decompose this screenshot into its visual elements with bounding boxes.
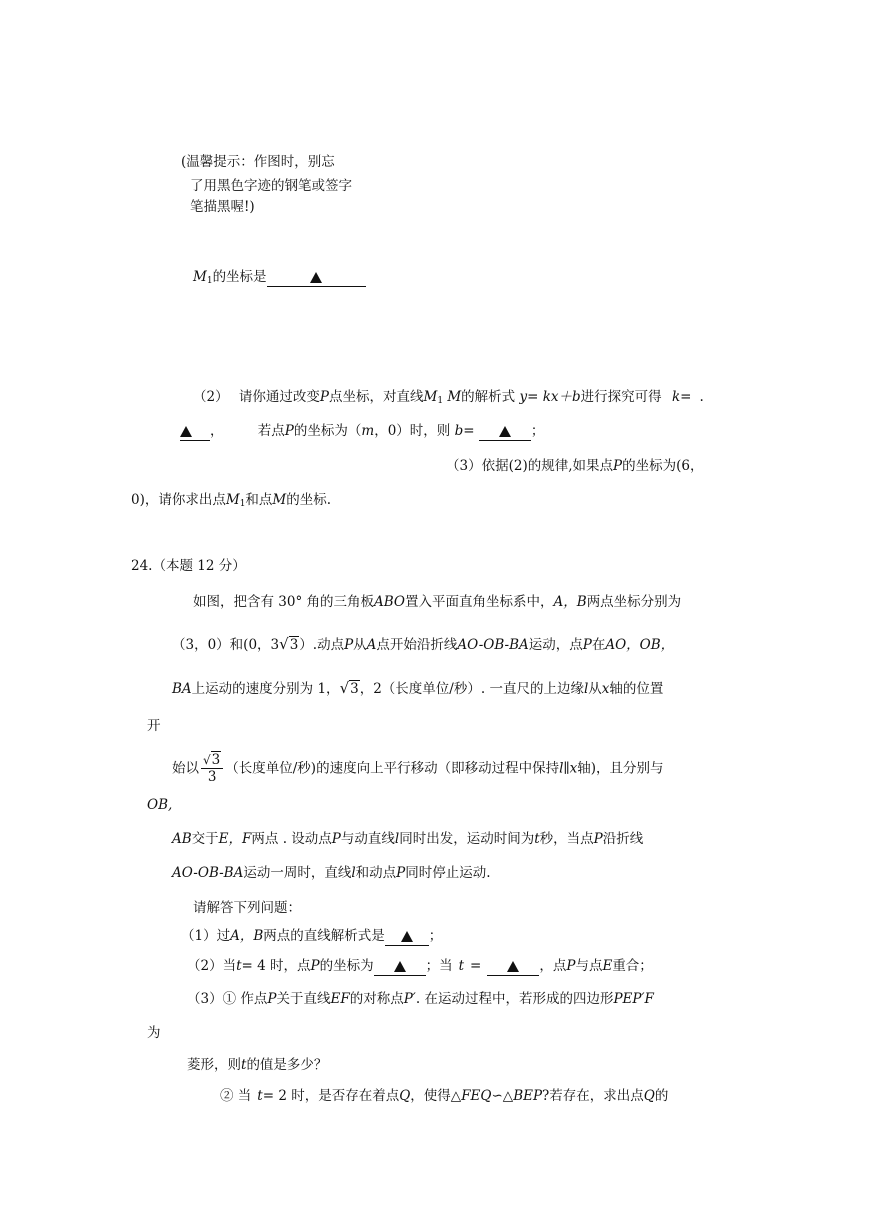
text: 从 bbox=[353, 637, 367, 653]
radicand: 3 bbox=[289, 637, 299, 653]
var-m: M bbox=[423, 389, 438, 405]
q24-line-5 bbox=[172, 830, 643, 848]
var-m: M bbox=[193, 269, 207, 285]
text: ； bbox=[428, 928, 443, 944]
text: 始以 bbox=[172, 760, 199, 777]
var-p: P bbox=[284, 423, 294, 439]
var-bep: BEP bbox=[513, 1088, 543, 1104]
text: 的对称点 bbox=[349, 991, 404, 1007]
var-k: k= bbox=[671, 389, 692, 405]
answer-blank[interactable] bbox=[374, 960, 426, 976]
var-t: t bbox=[458, 958, 465, 974]
var-b: b= bbox=[454, 423, 475, 439]
sub-question-3 bbox=[187, 990, 654, 1008]
text: 0)，请你求出点 bbox=[131, 492, 226, 508]
var-e: E bbox=[602, 958, 613, 974]
var-p: P bbox=[319, 389, 329, 405]
var-ef: E，F bbox=[218, 831, 252, 847]
q3-line-1 bbox=[446, 457, 703, 475]
q3-line-2 bbox=[131, 491, 331, 513]
triangle-icon bbox=[507, 961, 519, 972]
var-p: P bbox=[613, 458, 623, 474]
text: （2）当 bbox=[187, 958, 237, 974]
var-p: P bbox=[566, 958, 576, 974]
q24-line-7: 请解答下列问题： bbox=[193, 900, 301, 916]
text: ，点 bbox=[539, 958, 567, 974]
var-m: M bbox=[447, 389, 462, 405]
q24-line-4 bbox=[172, 752, 664, 785]
text: 两点 . 设动点 bbox=[251, 831, 332, 847]
var-ao-ob: AO，OB， bbox=[605, 637, 675, 653]
text: 的解析式 bbox=[461, 389, 516, 405]
text: 的坐标为 bbox=[319, 958, 374, 974]
var-p-prime: P′ bbox=[403, 991, 416, 1007]
var-ba: BA bbox=[172, 681, 192, 697]
text: 关于直线 bbox=[276, 991, 331, 1007]
triangle-icon bbox=[180, 426, 192, 437]
var-t: t bbox=[241, 1057, 247, 1073]
var-ab: AB bbox=[172, 831, 192, 847]
var-p: P bbox=[582, 637, 592, 653]
var-m: M bbox=[225, 492, 240, 508]
var-ab: A，B bbox=[230, 928, 264, 944]
answer-blank-k[interactable] bbox=[180, 425, 210, 441]
text: （1）过 bbox=[181, 928, 231, 944]
q24-line-6 bbox=[172, 864, 491, 882]
text: ② 当 bbox=[220, 1088, 252, 1104]
text: = 4 时，点 bbox=[241, 958, 311, 974]
text: 交于 bbox=[191, 831, 219, 847]
var-feq: FEQ bbox=[461, 1088, 492, 1104]
text: 和动点 bbox=[355, 865, 397, 881]
text: 同时出发，运动时间为 bbox=[399, 831, 535, 847]
answer-blank[interactable] bbox=[385, 930, 429, 946]
var-l: l bbox=[351, 865, 356, 881]
var-t: t bbox=[534, 831, 540, 847]
var-abo: ABO bbox=[374, 594, 406, 610]
text: ；当 bbox=[425, 958, 453, 974]
numerator: 3 bbox=[211, 752, 221, 768]
var-path: AO-OB-BA bbox=[457, 637, 529, 653]
comma: ， bbox=[210, 423, 224, 439]
text: 的坐标. bbox=[286, 492, 332, 508]
var-l: l bbox=[394, 831, 400, 847]
text: （3，0）和(0，3 bbox=[172, 637, 280, 653]
var-path: AO-OB-BA bbox=[172, 865, 244, 881]
var-q: Q bbox=[643, 1088, 655, 1104]
semicolon: ； bbox=[530, 423, 545, 439]
hint-line-1: (温馨提示：作图时，别忘 bbox=[181, 154, 335, 170]
text: ）.动点 bbox=[299, 637, 345, 653]
q24-line-3 bbox=[172, 679, 663, 698]
text: = bbox=[470, 958, 482, 974]
text: ，2（长度单位/秒）. 一直尺的上边缘 bbox=[359, 681, 584, 697]
var-p: P bbox=[331, 831, 341, 847]
text: 同时停止运动. bbox=[405, 865, 491, 881]
sub-question-3-line-2 bbox=[187, 1056, 327, 1074]
var-ab: A，B bbox=[553, 594, 587, 610]
text: 沿折线 bbox=[602, 831, 644, 847]
var-p: P bbox=[396, 865, 406, 881]
var-m: m bbox=[361, 423, 375, 439]
q24-heading: 24.（本题 12 分） bbox=[131, 558, 246, 574]
var-q: Q bbox=[399, 1088, 411, 1104]
text: 两点的直线解析式是 bbox=[263, 928, 385, 944]
fraction bbox=[201, 752, 223, 785]
var-p: P bbox=[267, 991, 277, 1007]
text: ，0）时，则 bbox=[374, 423, 451, 439]
text: . 在运动过程中，若形成的四边形 bbox=[415, 991, 614, 1007]
text: （3）依据(2)的规律,如果点 bbox=[446, 458, 614, 474]
text: 的坐标为(6， bbox=[622, 458, 704, 474]
sub-question-1 bbox=[181, 927, 442, 946]
denominator: 3 bbox=[207, 769, 217, 785]
var-t: t bbox=[236, 958, 242, 974]
var-x: x bbox=[601, 681, 610, 697]
sub-question-2 bbox=[187, 957, 653, 976]
q24-line-1 bbox=[193, 593, 681, 611]
text: 上运动的速度分别为 1， bbox=[191, 681, 340, 697]
q2-number: （2） bbox=[193, 389, 229, 405]
hint-line-2: 了用黑色字迹的钢笔或签字 bbox=[190, 178, 352, 194]
text: 请你通过改变 bbox=[238, 389, 320, 405]
var-p: P bbox=[310, 958, 320, 974]
question-text: 的坐标是 bbox=[212, 269, 267, 285]
text: 和点 bbox=[245, 492, 273, 508]
var-a: A bbox=[366, 637, 377, 653]
text: ∽△ bbox=[491, 1088, 514, 1104]
text: 点开始沿折线 bbox=[376, 637, 458, 653]
answer-blank[interactable] bbox=[487, 960, 539, 976]
q24-line-2 bbox=[172, 635, 674, 654]
formula: y= kx＋b bbox=[519, 389, 581, 405]
sqrt-symbol: √3 bbox=[339, 679, 359, 697]
var-ef: EF bbox=[330, 991, 350, 1007]
answer-blank[interactable] bbox=[267, 271, 366, 287]
text: 秒，当点 bbox=[539, 831, 594, 847]
sqrt-symbol: √3 bbox=[279, 635, 299, 653]
subscript: 1 bbox=[239, 499, 246, 509]
q2-line-1 bbox=[193, 388, 704, 410]
text: 与点 bbox=[575, 958, 603, 974]
var-quadrilateral: PEP′F bbox=[613, 991, 654, 1007]
text: 轴)，且分别与 bbox=[577, 760, 664, 777]
var-t: t bbox=[257, 1088, 263, 1104]
text: 点坐标，对直线 bbox=[328, 389, 424, 405]
triangle-icon bbox=[499, 426, 511, 437]
text: ，使得△ bbox=[410, 1088, 462, 1104]
var-m: M bbox=[272, 492, 287, 508]
m1-coordinate-question bbox=[193, 268, 366, 290]
text: 重合； bbox=[612, 958, 653, 974]
sqrt-symbol: √3 bbox=[203, 752, 221, 768]
text: 的坐标为（ bbox=[293, 423, 362, 439]
text: 的 bbox=[654, 1088, 669, 1104]
var-l-parallel-x: l∥x bbox=[559, 760, 578, 777]
text: 若点 bbox=[257, 423, 285, 439]
text: 轴的位置 bbox=[609, 681, 664, 697]
triangle-icon bbox=[401, 931, 413, 942]
text: 运动一周时，直线 bbox=[243, 865, 352, 881]
text: 置入平面直角坐标系中， bbox=[405, 594, 554, 610]
text: （3）① 作点 bbox=[187, 991, 268, 1007]
text: 如图，把含有 30° 角的三角板 bbox=[193, 594, 375, 610]
text: 进行探究可得 bbox=[580, 389, 662, 405]
text: 菱形，则 bbox=[187, 1057, 241, 1073]
triangle-icon bbox=[394, 961, 406, 972]
text: ?若存在，求出点 bbox=[542, 1088, 644, 1104]
q2-line-2 bbox=[180, 422, 544, 441]
text: 两点坐标分别为 bbox=[586, 594, 682, 610]
radicand: 3 bbox=[350, 681, 359, 697]
q24-line-4b: OB, bbox=[147, 797, 173, 813]
q24-line-3b: 开 bbox=[147, 718, 161, 734]
answer-blank-b[interactable] bbox=[479, 425, 531, 441]
sub-question-3-part-2 bbox=[220, 1087, 668, 1105]
dot: . bbox=[699, 389, 704, 405]
text: 与动直线 bbox=[340, 831, 395, 847]
text: 从 bbox=[588, 681, 602, 697]
text: 在 bbox=[591, 637, 606, 653]
subscript: 1 bbox=[437, 396, 444, 406]
var-l: l bbox=[583, 681, 589, 697]
triangle-icon bbox=[310, 272, 322, 283]
var-p: P bbox=[593, 831, 603, 847]
var-p: P bbox=[344, 637, 354, 653]
sub-question-3-cont: 为 bbox=[147, 1025, 161, 1041]
text: 的值是多少？ bbox=[246, 1057, 328, 1073]
text: 运动，点 bbox=[528, 637, 583, 653]
text: （长度单位/秒)的速度向上平行移动（即移动过程中保持 bbox=[225, 760, 560, 777]
hint-line-3: 笔描黑喔!) bbox=[190, 199, 255, 215]
text: = 2 时，是否存在着点 bbox=[262, 1088, 400, 1104]
subscript: 1 bbox=[206, 276, 213, 286]
